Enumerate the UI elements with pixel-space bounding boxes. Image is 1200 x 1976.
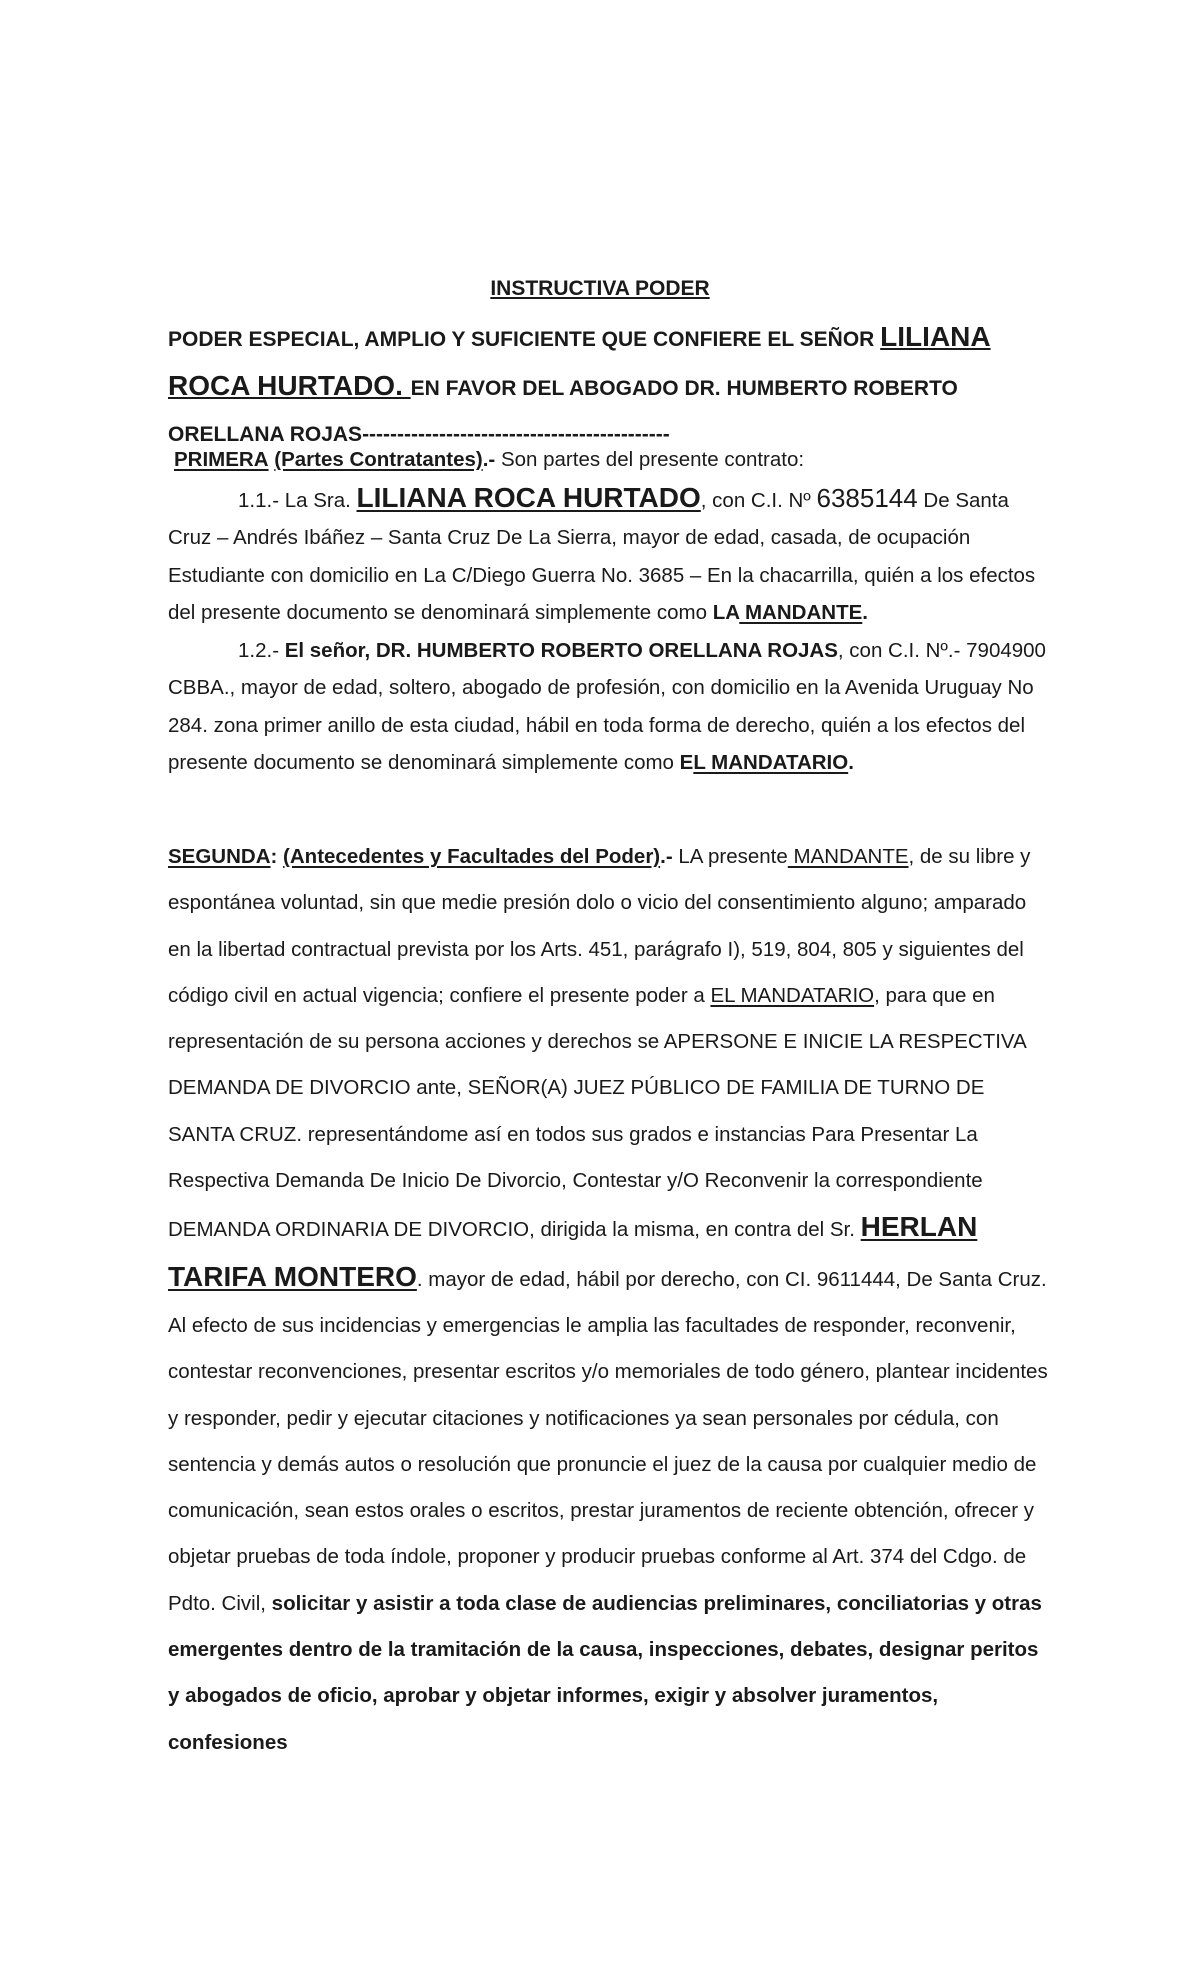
segunda-faculties-text: Al efecto de sus incidencias y emergencias le amplia las facultades de responder, reconvenir, contestar reconvenciones, presentar escritos y/o memoriales de todo género, plantear incidentes y responder, pedir y ejecutar citaciones y notificaciones ya sean personales por cédula, con sentencia y demás autos o resolución que pronuncie el juez de la causa por cualquier medio de comunicación, sean estos orales o escritos, prestar juramentos de reciente obtención, ofrecer y objetar pruebas de toda índole, proponer y producir pruebas conforme al Art. 374 del Cdgo. de Pdto. Civil, xyxy=(168,1313,1048,1615)
party-1-name: LILIANA ROCA HURTADO xyxy=(356,481,701,513)
clause-segunda-dash: .- xyxy=(660,845,673,868)
segunda-faculties-bold: solicitar y asistir a toda clase de audiencias preliminares, conciliatorias y otras emergentes dentro de la tramitación de la causa, inspecciones, debates, designar peritos y abogados de oficio, aprobar y objetar informes, exigir y absolver juramentos, confesiones xyxy=(168,1591,1042,1754)
segunda-text-3: , para que en representación de su persona acciones y derechos se APERSONE E INICIE LA RESPECTIVA DEMANDA DE DIVORCIO ante, SEÑOR(A) JUEZ PÚBLICO DE FAMILIA DE TURNO DE SANTA CRUZ. representándome así en todos sus grados e instancias Para Presentar La Respectiva Demanda De Inicio De Divorcio, Contestar y/O Reconvenir la correspondiente DEMANDA ORDINARIA DE DIVORCIO, dirigida la misma, en contra del Sr. xyxy=(168,983,1026,1242)
clause-segunda-colon: : xyxy=(270,845,284,868)
heading-text-2: EN FAVOR DEL ABOGADO DR. HUMBERTO ROBERTO ORELLANA ROJAS-------------------------------------------- xyxy=(168,377,958,446)
clause-primera xyxy=(168,441,1048,782)
party-1-paragraph xyxy=(168,479,1048,632)
heading-grantor-name: LILIANA ROCA HURTADO. xyxy=(168,321,991,401)
clause-primera-title xyxy=(168,441,1048,479)
segunda-mandatario: EL MANDATARIO xyxy=(710,983,875,1007)
party-1-prefix: 1.1.- La Sra. xyxy=(238,488,357,512)
segunda-text-4: . mayor de edad, hábil por derecho, con CI. 9611444, De Santa Cruz. xyxy=(416,1267,1047,1291)
clause-segunda-subtitle: (Antecedentes y Facultades del Poder) xyxy=(283,845,661,868)
clause-segunda-paragraph-1 xyxy=(168,834,1048,1303)
party-1-end: . xyxy=(862,601,868,624)
clause-primera-subtitle: (Partes Contratantes) xyxy=(274,448,483,471)
segunda-mandante: MANDANTE xyxy=(787,845,909,868)
party-1-ci-label: , con C.I. Nº xyxy=(700,488,817,512)
segunda-text-2: , de su libre y espontánea voluntad, sin que medie presión dolo o vicio del consentimiento alguno; amparado en la libertad contractual prevista por los Arts. 451, parágrafo I), 519, 804, 805 y siguientes del código civil en actual vigencia; confiere el presente poder a xyxy=(168,845,1031,1007)
party-2-paragraph xyxy=(168,632,1048,782)
party-2-name: El señor, DR. HUMBERTO ROBERTO ORELLANA ROJAS xyxy=(284,638,838,662)
party-2-role-b: L MANDATARIO xyxy=(693,751,849,774)
segunda-demandado-name: HERLAN TARIFA MONTERO xyxy=(168,1211,978,1292)
party-2-end: . xyxy=(848,751,854,774)
segunda-text-1: LA presente xyxy=(672,845,788,868)
clause-primera-intro: .- Son partes del presente contrato: xyxy=(482,448,805,471)
party-1-details: De Santa Cruz – Andrés Ibáñez – Santa Cruz De La Sierra, mayor de edad, casada, de ocupación Estudiante con domicilio en La C/Diego Guerra No. 3685 – En la chacarrilla, quién a los efectos del presente documento se denominará simplemente como xyxy=(168,488,1036,624)
party-2-details: , con C.I. Nº.- 7904900 CBBA., mayor de edad, soltero, abogado de profesión, con domicilio en la Avenida Uruguay No 284. zona primer anillo de esta ciudad, hábil en toda forma de derecho, quién a los efectos del presente documento se denominará simplemente como xyxy=(168,638,1046,774)
clause-segunda xyxy=(168,834,1048,1766)
document-title: INSTRUCTIVA PODER xyxy=(490,277,710,300)
clause-segunda-label: SEGUNDA xyxy=(168,845,271,868)
document-heading xyxy=(168,314,1048,458)
party-1-role-b: MANDANTE xyxy=(739,601,863,624)
party-2-role-a: E xyxy=(679,751,694,774)
clause-primera-label: PRIMERA xyxy=(174,448,269,471)
party-2-prefix: 1.2.- xyxy=(238,638,285,662)
party-1-ci: 6385144 xyxy=(816,482,918,513)
party-1-role-a: LA xyxy=(712,601,740,624)
heading-text-1: PODER ESPECIAL, AMPLIO Y SUFICIENTE QUE CONFIERE EL SEÑOR xyxy=(168,328,881,351)
clause-segunda-paragraph-2 xyxy=(168,1303,1048,1766)
